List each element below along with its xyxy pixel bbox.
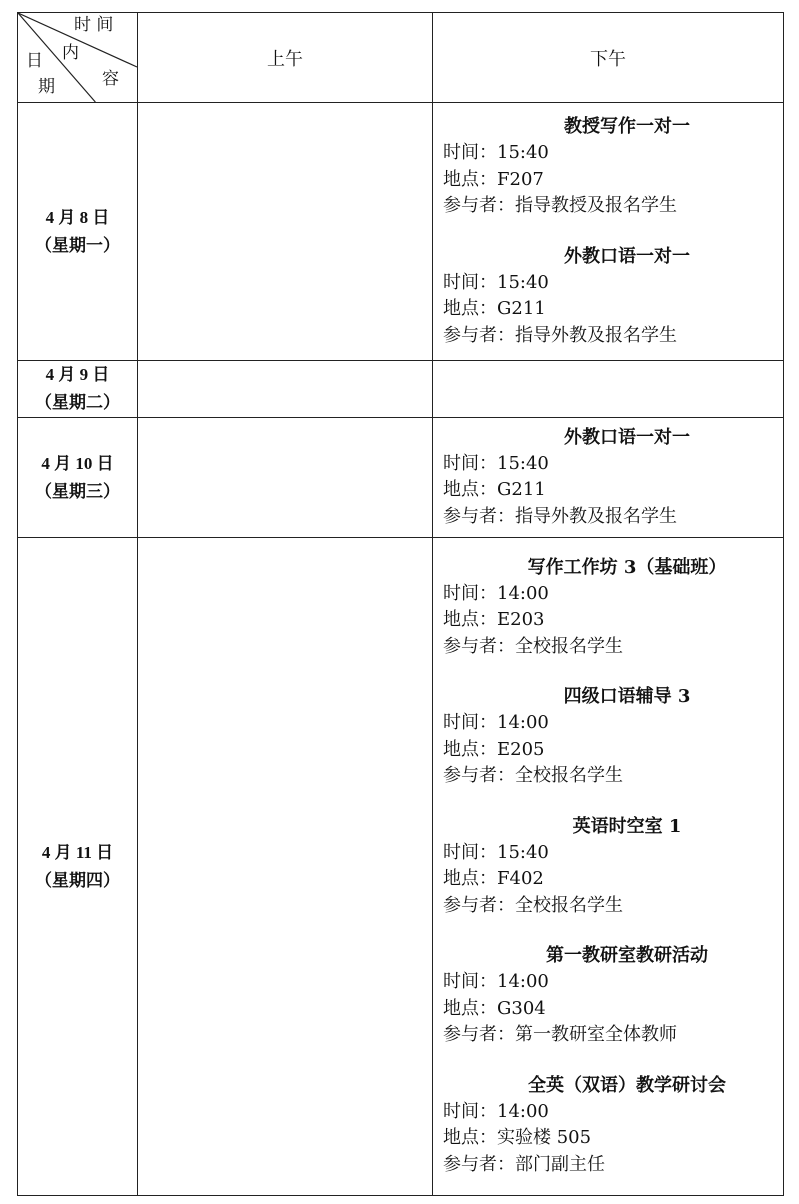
date-text: 4 月 9 日: [45, 365, 110, 384]
event-participants: [443, 323, 775, 350]
event-place: [443, 737, 775, 764]
event-participants-label: 参与者：: [443, 195, 515, 216]
afternoon-cell: [433, 418, 784, 538]
event-block: [433, 943, 783, 1049]
event-time-value: 15:40: [497, 452, 549, 474]
event-participants: [443, 634, 775, 661]
date-text: 4 月 8 日: [45, 207, 110, 227]
event-participants: [443, 1152, 775, 1179]
event-block: [433, 425, 783, 531]
event-participants-value: 指导教授及报名学生: [515, 195, 677, 216]
table-row: [18, 538, 784, 1196]
event-time: [443, 581, 775, 608]
event-title: 外教口语一对一: [564, 245, 690, 267]
table-row: [18, 418, 784, 538]
event-participants-label: 参与者：: [443, 765, 515, 787]
event-time-label: 时间：: [443, 142, 497, 163]
event-place: [443, 607, 775, 634]
morning-cell: [138, 103, 433, 361]
event-place-label: 地点：: [443, 168, 497, 190]
event-time: [443, 140, 775, 167]
date-cell: [18, 103, 138, 361]
event-participants-value: 指导外教及报名学生: [515, 324, 677, 346]
event-place-value: G304: [497, 997, 546, 1019]
table-row: [18, 361, 784, 418]
event-participants: [443, 193, 775, 220]
event-time-label: 时间：: [443, 582, 497, 604]
event-participants-value: 第一教研室全体教师: [515, 1024, 677, 1046]
event-participants-value: 部门副主任: [515, 1153, 605, 1175]
event-participants-value: 全校报名学生: [515, 765, 623, 787]
event-time-value: 15:40: [497, 271, 549, 293]
event-participants: [443, 763, 775, 790]
event-place-label: 地点：: [443, 868, 497, 890]
event-participants-label: 参与者：: [443, 1024, 515, 1046]
event-place: [443, 167, 775, 194]
event-place: [443, 866, 775, 893]
header-content-label-2: 容: [102, 69, 119, 89]
event-time-label: 时间：: [443, 712, 497, 734]
diagonal-header-cell: [18, 13, 138, 103]
date-text: 4 月 11 日: [41, 842, 114, 862]
event-time-label: 时间：: [443, 271, 497, 293]
event-block: [433, 555, 783, 661]
table-row: [18, 103, 784, 361]
event-time-value: 14:00: [497, 1100, 549, 1122]
event-title: 外教口语一对一: [564, 426, 690, 448]
event-time-value: 14:00: [497, 971, 549, 993]
event-time: [443, 969, 775, 996]
event-time-value: 14:00: [497, 582, 549, 604]
event-time: [443, 840, 775, 867]
event-title: 第一教研室教研活动: [546, 945, 708, 967]
event-place-value: F402: [497, 868, 544, 890]
event-place-label: 地点：: [443, 298, 497, 319]
event-place: [443, 996, 775, 1023]
header-content-label-1: 内: [62, 43, 79, 63]
event-time-label: 时间：: [443, 841, 497, 863]
event-time: [443, 451, 775, 478]
morning-cell: [138, 418, 433, 538]
event-time-label: 时间：: [443, 1100, 497, 1122]
event-time-label: 时间：: [443, 452, 497, 474]
weekday-text: （星期二）: [35, 393, 120, 412]
event-block: [433, 114, 783, 220]
header-afternoon: 下午: [433, 13, 784, 103]
date-cell: [18, 418, 138, 538]
event-block: [433, 244, 783, 350]
event-place-label: 地点：: [443, 609, 497, 631]
header-time-label: 时 间: [74, 15, 114, 35]
event-place-label: 地点：: [443, 479, 497, 501]
event-block: [433, 814, 783, 920]
event-title: 四级口语辅导 3: [563, 686, 691, 708]
event-block: [433, 684, 783, 790]
event-time-value: 15:40: [497, 142, 549, 163]
schedule-table: [17, 12, 784, 1196]
event-participants-label: 参与者：: [443, 635, 515, 657]
event-time-value: 14:00: [497, 712, 549, 734]
event-participants-value: 全校报名学生: [515, 635, 623, 657]
event-participants: [443, 893, 775, 920]
event-time: [443, 270, 775, 297]
morning-cell: [138, 538, 433, 1196]
event-participants: [443, 504, 775, 531]
event-place-value: F207: [497, 168, 544, 190]
event-title: 英语时空室 1: [572, 815, 682, 837]
date-cell: [18, 361, 138, 418]
event-participants-label: 参与者：: [443, 324, 515, 346]
event-time: [443, 1099, 775, 1126]
event-time-value: 15:40: [497, 841, 549, 863]
event-place: [443, 296, 775, 323]
header-row: [18, 13, 784, 103]
event-participants-label: 参与者：: [443, 894, 515, 916]
event-place-value: E203: [497, 609, 545, 631]
event-time-label: 时间：: [443, 971, 497, 993]
event-place-value: E205: [497, 738, 545, 760]
event-time: [443, 710, 775, 737]
event-title: 教授写作一对一: [564, 116, 690, 137]
header-date-label-2: 期: [38, 77, 55, 97]
weekday-text: （星期四）: [35, 870, 120, 890]
weekday-text: （星期三）: [35, 481, 120, 501]
event-place: [443, 1125, 775, 1152]
afternoon-cell: [433, 103, 784, 361]
event-participants: [443, 1022, 775, 1049]
event-place-label: 地点：: [443, 1127, 497, 1149]
afternoon-cell: [433, 538, 784, 1196]
event-place: [443, 477, 775, 504]
header-morning: 上午: [138, 13, 433, 103]
date-cell: [18, 538, 138, 1196]
event-place-label: 地点：: [443, 738, 497, 760]
header-date-label-1: 日: [26, 51, 43, 71]
event-participants-value: 全校报名学生: [515, 894, 623, 916]
event-block: [433, 1073, 783, 1179]
event-participants-value: 指导外教及报名学生: [515, 505, 677, 527]
event-place-value: G211: [497, 298, 546, 319]
event-title: 全英（双语）教学研讨会: [528, 1074, 726, 1096]
event-title: 写作工作坊 3（基础班）: [527, 556, 727, 578]
date-text: 4 月 10 日: [41, 453, 114, 473]
event-place-label: 地点：: [443, 997, 497, 1019]
event-participants-label: 参与者：: [443, 1153, 515, 1175]
morning-cell: [138, 361, 433, 418]
weekday-text: （星期一）: [35, 235, 120, 255]
event-place-value: 实验楼 505: [497, 1127, 592, 1149]
afternoon-cell: [433, 361, 784, 418]
event-place-value: G211: [497, 479, 546, 501]
event-participants-label: 参与者：: [443, 505, 515, 527]
